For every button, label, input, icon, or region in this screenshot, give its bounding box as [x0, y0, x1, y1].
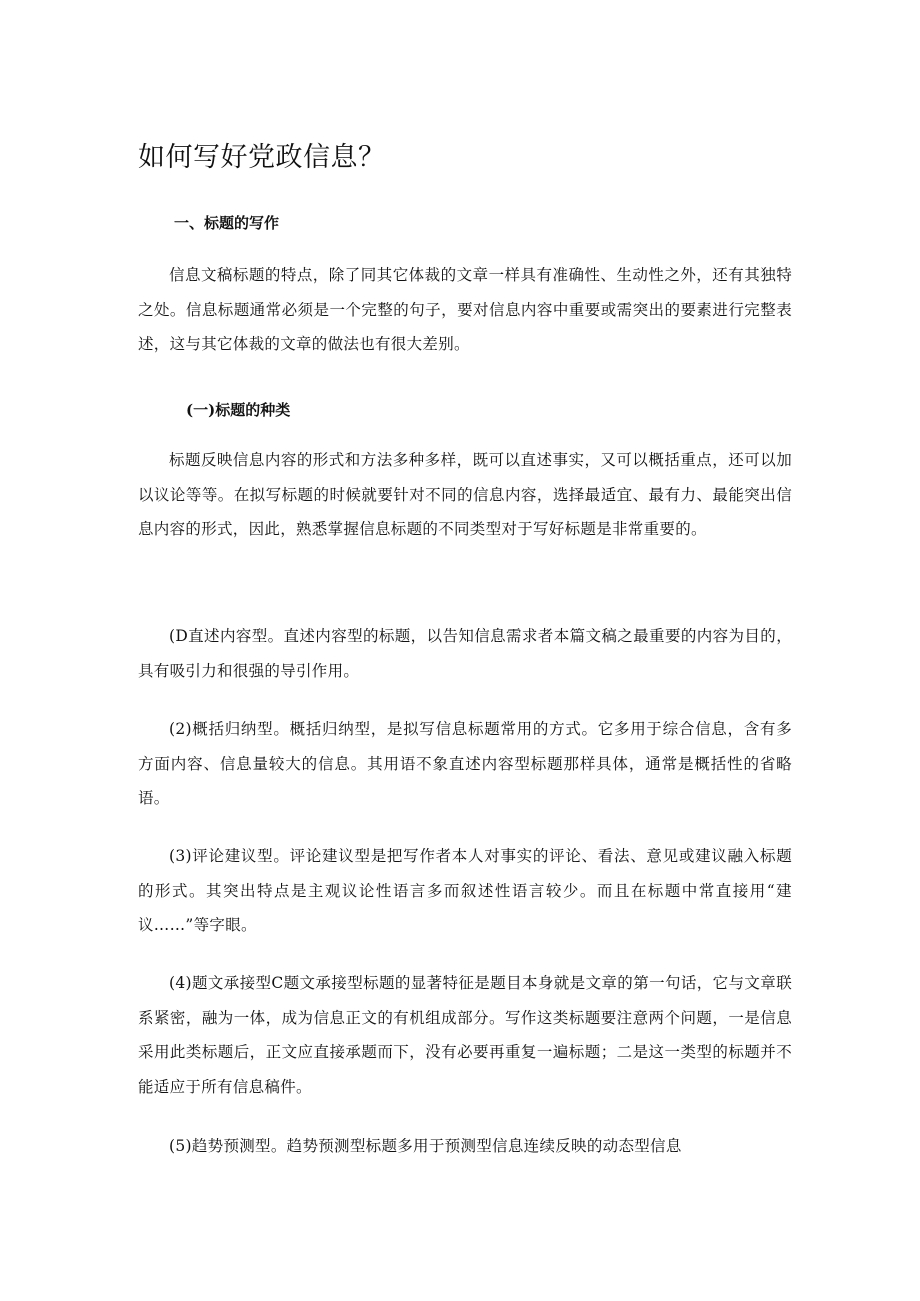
paragraph-type-4: (4)题文承接型C题文承接型标题的显著特征是题目本身就是文章的第一句话，它与文章联系紧密，融为一体，成为信息正文的有机组成部分。写作这类标题要注意两个问题，一是信息采用此类标题后，正文应直接承题而下，没有必要再重复一遍标题；二是这一类型的标题并不能适应于所有信息稿件。: [138, 974, 792, 1096]
paragraph-type-2: (2)概括归纳型。概括归纳型，是拟写信息标题常用的方式。它多用于综合信息，含有多方面内容、信息量较大的信息。其用语不象直述内容型标题那样具体，通常是概括性的省略语。: [138, 720, 792, 807]
paragraph-type-5: (5)趋势预测型。趋势预测型标题多用于预测型信息连续反映的动态型信息: [169, 1137, 682, 1155]
sub-heading: (一)标题的种类: [186, 401, 291, 419]
paragraph-types-intro: 标题反映信息内容的形式和方法多种多样，既可以直述事实，又可以概括重点，还可以加以议论等等。在拟写标题的时候就要针对不同的信息内容，选择最适宜、最有力、最能突出信息内容的形式，因此，熟悉掌握信息标题的不同类型对于写好标题是非常重要的。: [138, 451, 792, 538]
paragraph-type-1: (D直述内容型。直述内容型的标题，以告知信息需求者本篇文稿之最重要的内容为目的，具有吸引力和很强的导引作用。: [138, 627, 792, 680]
page-title: 如何写好党政信息？: [138, 142, 386, 173]
section-heading: 一、标题的写作: [174, 214, 280, 232]
paragraph-intro: 信息文稿标题的特点，除了同其它体裁的文章一样具有准确性、生动性之外，还有其独特之处。信息标题通常必须是一个完整的句子，要对信息内容中重要或需突出的要素进行完整表述，这与其它体裁的文章的做法也有很大差别。: [138, 266, 792, 353]
paragraph-type-3: (3)评论建议型。评论建议型是把写作者本人对事实的评论、看法、意见或建议融入标题的形式。其突出特点是主观议论性语言多而叙述性语言较少。而且在标题中常直接用“建议……”等字眼。: [138, 847, 792, 934]
